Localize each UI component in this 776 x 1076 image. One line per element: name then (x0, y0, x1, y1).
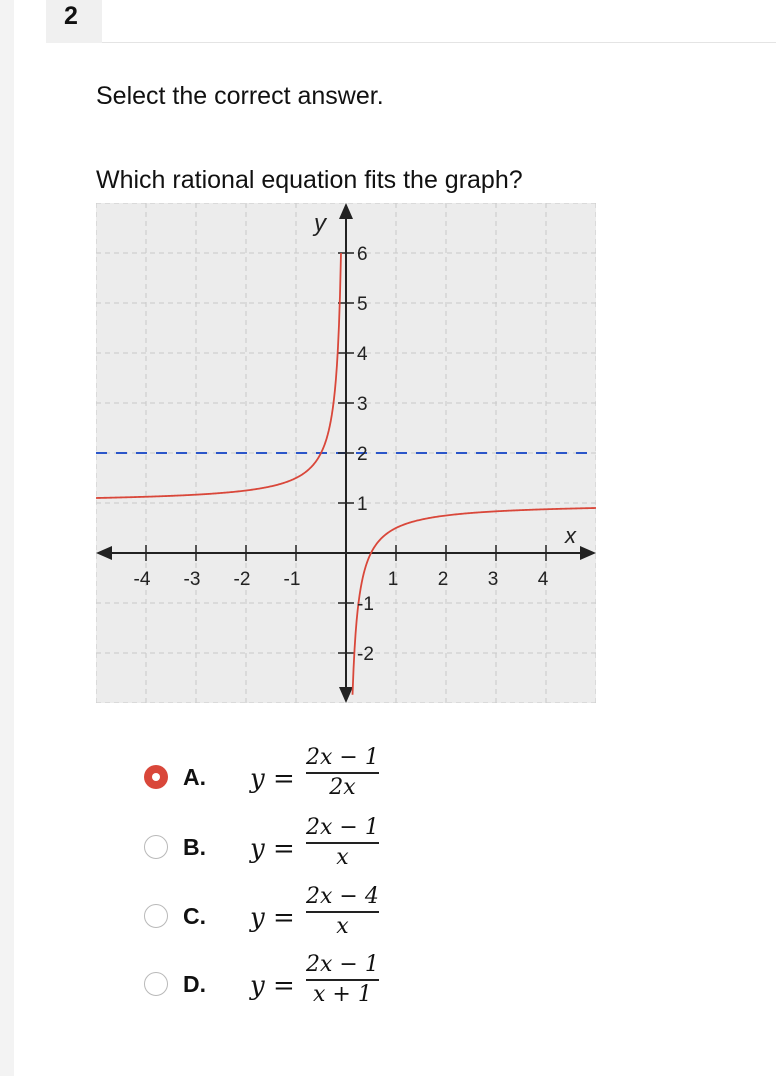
option-c-numerator: 2x − 4 (306, 884, 379, 909)
option-b-denominator: x (336, 844, 349, 870)
option-d-fraction-bar (306, 979, 379, 981)
option-b-fraction (306, 815, 379, 871)
x-tick-label: 4 (537, 569, 549, 590)
y-tick-label: 3 (357, 394, 368, 415)
option-a-denominator: 2x (329, 774, 356, 800)
y-tick-label: 6 (357, 244, 368, 265)
y-tick-label: -1 (357, 594, 374, 615)
x-axis-label: x (565, 523, 576, 548)
option-a-fraction-bar (306, 772, 379, 774)
instruction-text: Select the correct answer. (96, 82, 384, 110)
option-d-numerator: 2x − 1 (306, 952, 379, 977)
option-a-numerator: 2x − 1 (306, 745, 379, 770)
option-c-denominator: x (336, 913, 349, 939)
option-c-letter: C. (183, 903, 206, 929)
option-d[interactable] (140, 952, 540, 1030)
rational-function-graph (96, 203, 596, 703)
option-b-radio[interactable] (144, 835, 168, 859)
y-tick-label: 5 (357, 294, 368, 315)
option-d-lhs: y = (250, 971, 295, 1001)
option-a-lhs: y = (250, 764, 295, 794)
x-tick-label: -3 (183, 569, 201, 590)
x-tick-label: -2 (233, 569, 251, 590)
y-tick-label: 2 (357, 444, 368, 465)
option-b-lhs: y = (250, 834, 295, 864)
option-b-fraction-bar (306, 842, 379, 844)
x-tick-label: -1 (283, 569, 301, 590)
x-tick-label: -4 (133, 569, 151, 590)
option-a[interactable] (140, 745, 540, 823)
option-c-lhs: y = (250, 903, 295, 933)
option-d-radio[interactable] (144, 972, 168, 996)
option-a-letter: A. (183, 764, 206, 790)
option-d-fraction (306, 952, 379, 1008)
x-tick-label: 2 (437, 569, 449, 590)
question-number: 2 (64, 2, 78, 30)
option-b-numerator: 2x − 1 (306, 815, 379, 840)
x-tick-label: 1 (387, 569, 399, 590)
x-tick-label: 3 (487, 569, 499, 590)
y-tick-label: 1 (357, 494, 368, 515)
option-a-radio[interactable] (144, 765, 168, 789)
option-c-radio[interactable] (144, 904, 168, 928)
header-divider (102, 42, 776, 43)
option-d-denominator: x + 1 (313, 981, 372, 1007)
y-axis-label: y (314, 210, 326, 237)
option-c-fraction-bar (306, 911, 379, 913)
y-tick-label: -2 (357, 644, 374, 665)
y-tick-label: 4 (357, 344, 368, 365)
option-b-letter: B. (183, 834, 206, 860)
option-d-letter: D. (183, 971, 206, 997)
option-a-fraction (306, 745, 379, 801)
option-c-fraction (306, 884, 379, 940)
question-text: Which rational equation fits the graph? (96, 166, 523, 194)
left-margin-strip (0, 0, 14, 1076)
